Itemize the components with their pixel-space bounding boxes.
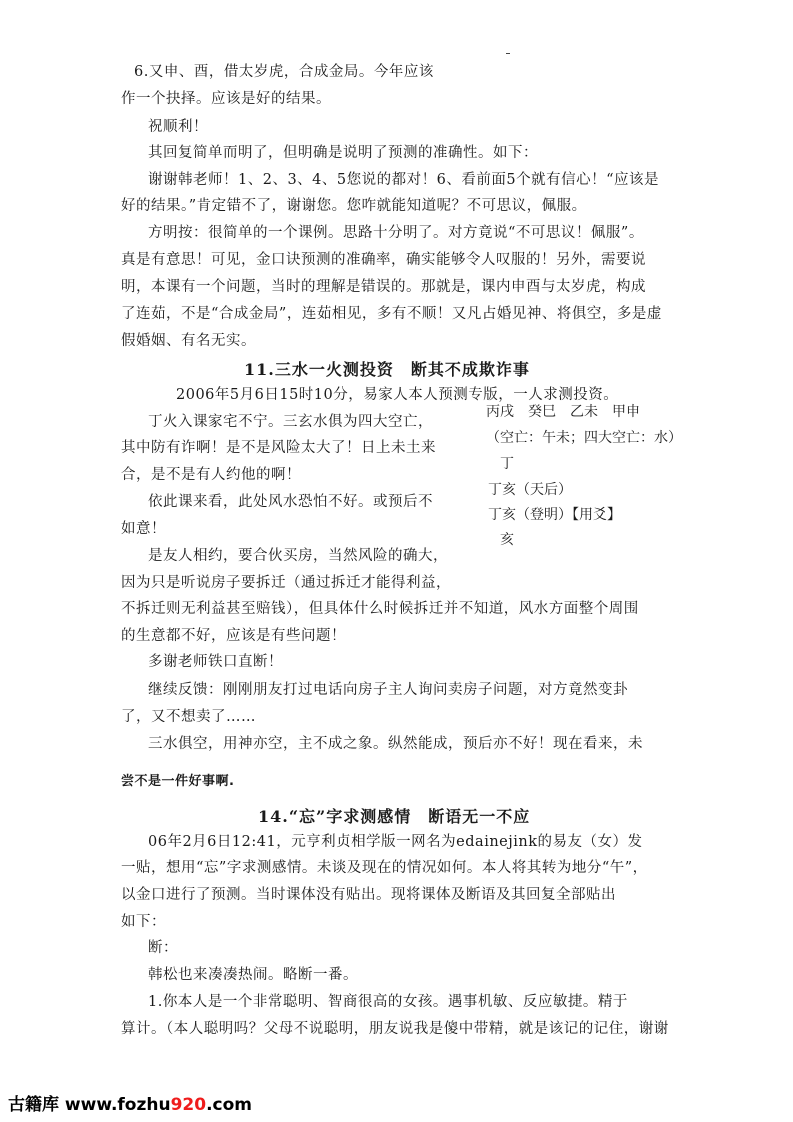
text-line: 的生意都不好，应该是有些问题！ (121, 628, 346, 644)
text-line: 其中防有诈啊！是不是风险太大了！日上未土来 (121, 440, 436, 456)
site-url-suffix: .com (206, 1095, 253, 1115)
text-line: 了，又不想卖了…… (121, 709, 256, 725)
chart-line: 丁 (500, 456, 514, 472)
text-line: 断： (148, 940, 178, 956)
text-line: 方明按：很简单的一个课例。思路十分明了。对方竟说“不可思议！佩服”。 (148, 225, 644, 241)
section-heading-11: 11.三水一火测投资 断其不成欺诈事 (244, 360, 530, 379)
text-line: 其回复简单而明了，但明确是说明了预测的准确性。如下： (148, 145, 538, 161)
text-line: 如意！ (121, 521, 166, 537)
text-line: 6.又申、酉，借太岁虎，合成金局。今年应该 (134, 64, 434, 80)
text-line: 06年2月6日12:41，元亨利贞相学版一网名为edainejink的易友（女）发 (148, 834, 643, 850)
scan-speck (506, 53, 510, 54)
chart-line: （空亡：午未；四大空亡：水） (486, 430, 682, 446)
site-watermark (8, 1090, 252, 1115)
text-line: 假婚姻、有名无实。 (121, 333, 256, 349)
text-line: 谢谢韩老师！1、2、3、4、5您说的都对！6、看前面5个就有信心！“应该是 (148, 172, 659, 188)
chart-line: 丁亥（天后） (488, 482, 572, 498)
chart-line: 丙戌 癸巳 乙未 甲申 (486, 404, 640, 420)
text-line: 依此课来看，此处风水恐怕不好。或预后不 (148, 494, 433, 510)
text-line: 2006年5月6日15时10分，易家人本人预测专版，一人求测投资。 (176, 387, 619, 403)
site-url-number: 920 (170, 1095, 207, 1115)
text-line: 不拆迁则无利益甚至赔钱），但具体什么时候拆迁并不知道，风水方面整个周围 (121, 601, 639, 617)
text-line: 如下： (121, 914, 166, 930)
text-line: 一贴，想用“忘”字求测感情。未谈及现在的情况如何。本人将其转为地分“午”， (121, 860, 648, 876)
text-line: 算计。（本人聪明吗？父母不说聪明，朋友说我是傻中带精，就是该记的记住，谢谢 (121, 1021, 669, 1037)
chart-line: 丁亥（登明）【用爻】 (488, 507, 621, 523)
text-line: 好的结果。”肯定错不了，谢谢您。您咋就能知道呢？不可思议，佩服。 (121, 198, 587, 214)
site-url-prefix: www.fozhu (64, 1095, 171, 1115)
text-line: 是友人相约，要合伙买房，当然风险的确大， (148, 548, 448, 564)
text-line: 韩松也来凑凑热闹。略断一番。 (148, 967, 358, 983)
chart-line: 亥 (500, 532, 514, 548)
text-line: 以金口进行了预测。当时课体没有贴出。现将课体及断语及其回复全部贴出 (121, 887, 616, 903)
text-line: 尝不是一件好事啊. (121, 774, 235, 789)
text-line: 作一个抉择。应该是好的结果。 (121, 91, 331, 107)
text-line: 多谢老师铁口直断！ (148, 654, 283, 670)
text-line: 三水俱空，用神亦空，主不成之象。纵然能成，预后亦不好！现在看来，未 (148, 736, 643, 752)
site-name: 古籍库 (8, 1095, 59, 1115)
text-line: 真是有意思！可见，金口诀预测的准确率，确实能够令人叹服的！另外，需要说 (121, 252, 646, 268)
text-line: 丁火入课家宅不宁。三玄水俱为四大空亡， (148, 414, 433, 430)
text-line: 继续反馈：刚刚朋友打过电话向房子主人询问卖房子问题，对方竟然变卦 (148, 682, 628, 698)
text-line: 祝顺利！ (148, 119, 208, 135)
section-heading-14: 14.“忘”字求测感情 断语无一不应 (258, 807, 531, 826)
text-line: 了连茹，不是“合成金局”，连茹相见，多有不顺！又凡占婚见神、将俱空，多是虚 (121, 306, 662, 322)
site-url[interactable] (65, 1095, 252, 1115)
text-line: 因为只是听说房子要拆迁（通过拆迁才能得利益， (121, 575, 451, 591)
text-line: 1.你本人是一个非常聪明、智商很高的女孩。遇事机敏、反应敏捷。精于 (148, 994, 628, 1010)
text-line: 明，本课有一个问题，当时的理解是错误的。那就是，课内申酉与太岁虎，构成 (121, 279, 646, 295)
text-line: 合，是不是有人约他的啊！ (121, 467, 301, 483)
